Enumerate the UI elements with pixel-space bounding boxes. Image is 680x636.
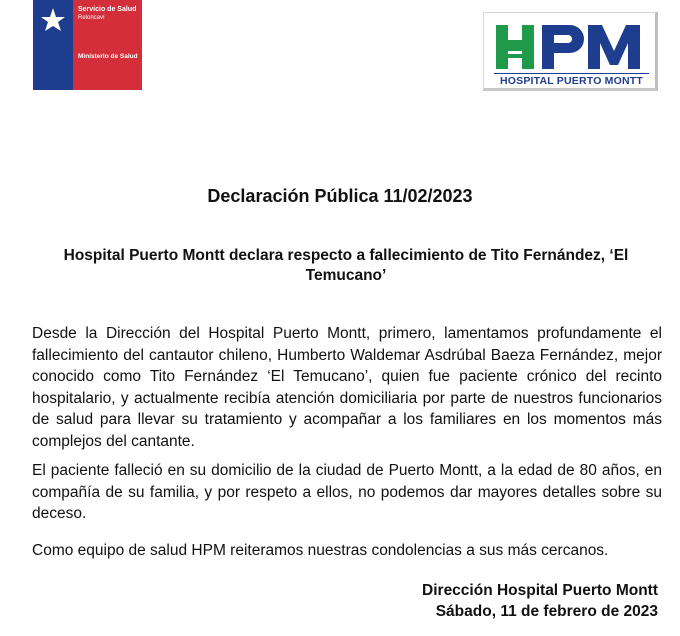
- page-subtitle: Hospital Puerto Montt declara respecto a fallecimiento de Tito Fernández, ‘El Temucano’: [63, 247, 629, 284]
- hpm-logo: [483, 12, 658, 91]
- service-sub: Reloncaví: [78, 15, 105, 21]
- signature-block: [422, 580, 658, 622]
- paragraph-3: Como equipo de salud HPM reiteramos nuestras condolencias a sus más cercanos.: [32, 542, 609, 559]
- paragraph-1: Desde la Dirección del Hospital Puerto Montt, primero, lamentamos profundamente el fallecimiento del cantautor chileno, Humberto Waldemar Asdrúbal Baeza Fernández, mejor conocido como Tito Fernández ‘El Temucano’, quien fue paciente crónico del recinto hospitalario, y actualmente recibía atención domiciliaria por parte de nuestros funcionarios de salud para llevar su tratamiento y acompañar a los familiares en los momentos más complejos del cantante.: [32, 325, 662, 450]
- hpm-mark-icon: [492, 21, 650, 71]
- service-name: Servicio de Salud: [78, 6, 137, 13]
- hpm-caption: HOSPITAL PUERTO MONTT: [494, 73, 649, 87]
- paragraph-2: El paciente falleció en su domicilio de la ciudad de Puerto Montt, a la edad de 80 años, en compañía de su familia, y por respeto a ellos, no podemos dar mayores detalles sobre su deceso.: [32, 462, 662, 522]
- signature-date: Sábado, 11 de febrero de 2023: [435, 603, 658, 620]
- ministry-name: Ministerio de Salud: [78, 53, 138, 60]
- signature-line-1: Dirección Hospital Puerto Montt: [422, 582, 658, 599]
- coat-of-arms-icon: [33, 0, 73, 64]
- servicio-salud-logo: [33, 0, 142, 90]
- page-title: Declaración Pública 11/02/2023: [207, 186, 473, 206]
